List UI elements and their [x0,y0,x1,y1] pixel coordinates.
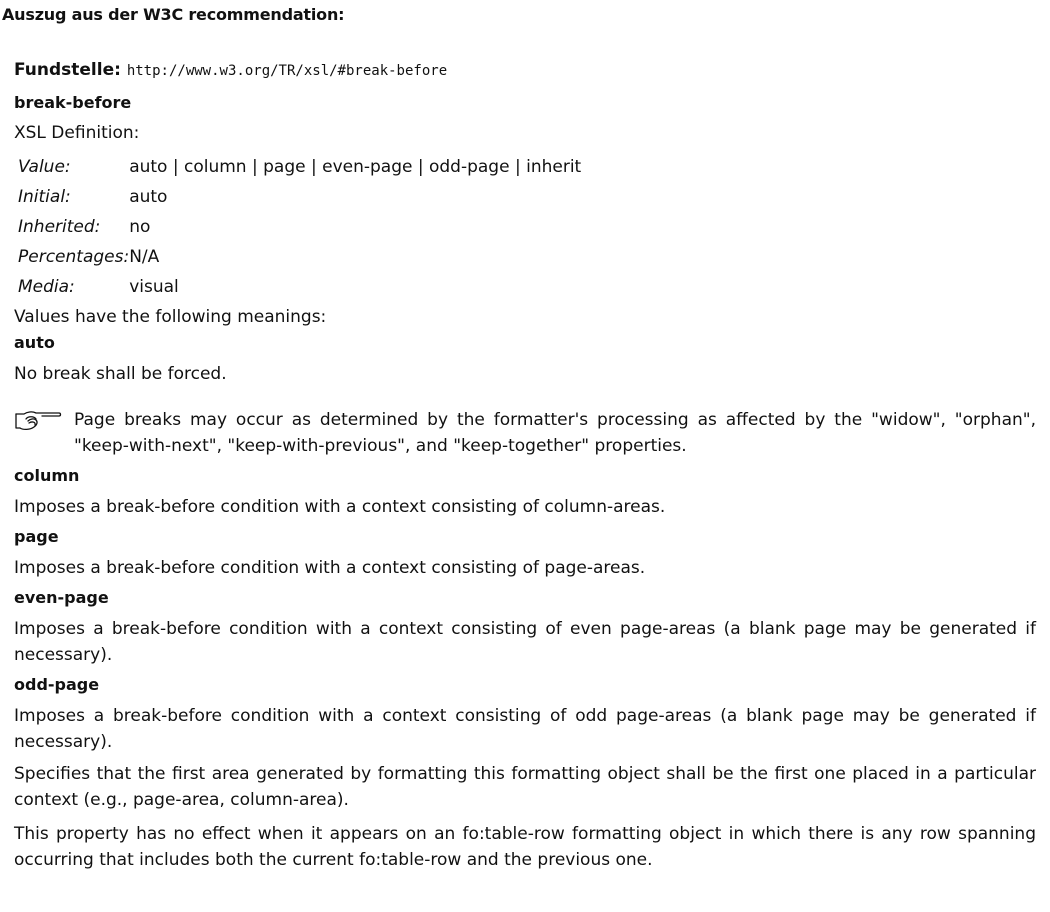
definition-key: Percentages: [18,247,130,267]
definition-value: visual [129,277,179,297]
description-paragraph: Specifies that the first area generated by formatting this formatting object shall be the first one placed in a particular context (e.g., page-area, column-area). [14,764,1036,810]
value-term-auto: auto [14,333,55,352]
definition-value: N/A [129,247,160,267]
definition-value: no [129,217,151,237]
pointing-hand-icon [14,407,62,433]
value-term-odd-page: odd-page [14,675,100,694]
note-text: Page breaks may occur as determined by the formatter's processing as affected by the "widow", "orphan", "keep-with-next", "keep-with-previous", and "keep-together" properties. [74,410,1036,456]
definition-value: auto [129,187,168,207]
source-url[interactable]: http://www.w3.org/TR/xsl/#break-before [126,63,448,79]
description-paragraph: This property has no effect when it appears on an fo:table-row formatting object in which there is any row spanning occurring that includes both the current fo:table-row and the previous one. [14,824,1036,870]
value-definition-odd-page: Imposes a break-before condition with a context consisting of odd page-areas (a blank page may be generated if necessary). [14,706,1036,752]
property-name: break-before [14,93,132,112]
definition-key: Inherited: [18,217,101,237]
definition-row [18,242,581,272]
definition-key: Value: [18,157,71,177]
page-heading: Auszug aus der W3C recommendation: [2,5,345,24]
value-definition-even-page: Imposes a break-before condition with a context consisting of even page-areas (a blank page may be generated if necessary). [14,619,1036,665]
value-term-page: page [14,527,59,546]
definition-row [18,152,581,182]
value-definition-column: Imposes a break-before condition with a context consisting of column-areas. [14,497,666,517]
definition-key: Initial: [18,187,71,207]
definition-value: auto | column | page | even-page | odd-page | inherit [129,157,582,177]
meanings-intro: Values have the following meanings: [14,307,327,327]
value-term-even-page: even-page [14,588,109,607]
source-reference [14,58,1036,86]
definition-row [18,272,581,302]
note [14,407,1036,459]
value-term-column: column [14,466,80,485]
value-definition-auto: No break shall be forced. [14,364,227,384]
value-definition-page: Imposes a break-before condition with a context consisting of page-areas. [14,558,646,578]
definition-table [18,152,581,302]
definition-row [18,212,581,242]
xsl-definition-label: XSL Definition: [14,123,140,143]
source-label: Fundstelle: [14,60,121,80]
definition-row [18,182,581,212]
document-body [14,58,1036,881]
definition-key: Media: [18,277,75,297]
